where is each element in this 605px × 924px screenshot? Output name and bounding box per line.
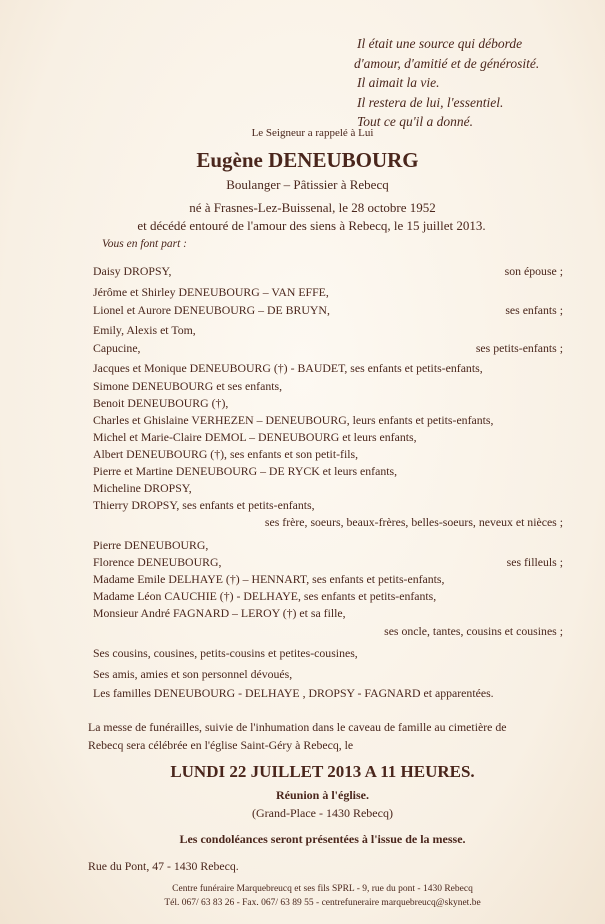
family-line: Jérôme et Shirley DENEUBOURG – VAN EFFE, xyxy=(93,285,329,299)
poem xyxy=(354,34,540,132)
profession: Boulanger – Pâtissier à Rebecq xyxy=(226,177,389,192)
poem-line: Il aimait la vie. xyxy=(357,75,440,90)
family-line: Madame Emile DELHAYE (†) – HENNART, ses enfants et petits-enfants, xyxy=(93,572,445,586)
family-line: Emily, Alexis et Tom, xyxy=(93,323,196,337)
family-line: Micheline DROPSY, xyxy=(93,481,192,495)
family-line: Les familles DENEUBOURG - DELHAYE , DROPSY - FAGNARD et apparentées. xyxy=(93,686,494,700)
funeral-text-line: Rebecq sera célébrée en l'église Saint-Géry à Rebecq, le xyxy=(88,738,354,752)
family-line: Jacques et Monique DENEUBOURG (†) - BAUDET, ses enfants et petits-enfants, xyxy=(93,361,483,375)
family-line: Michel et Marie-Claire DEMOL – DENEUBOURG et leurs enfants, xyxy=(93,430,417,444)
poem-line: Tout ce qu'il a donné. xyxy=(357,114,474,129)
family-line: Simone DENEUBOURG et ses enfants, xyxy=(93,379,283,393)
family-line: Madame Léon CAUCHIE (†) - DELHAYE, ses enfants et petits-enfants, xyxy=(93,589,437,603)
family-line: Florence DENEUBOURG, xyxy=(93,555,222,569)
family-line: Charles et Ghislaine VERHEZEN – DENEUBOURG, leurs enfants et petits-enfants, xyxy=(93,413,494,427)
family-line: Capucine, xyxy=(93,341,141,355)
death-line: et décédé entouré de l'amour des siens à Rebecq, le 15 juillet 2013. xyxy=(137,218,486,233)
poem-line: d'amour, d'amitié et de générosité. xyxy=(354,55,540,71)
vous-en-font-part: Vous en font part : xyxy=(102,238,187,250)
relation-label: ses frère, soeurs, beaux-frères, belles-soeurs, neveux et nièces ; xyxy=(264,515,563,529)
family-line: Daisy DROPSY, xyxy=(93,264,172,278)
meeting-place: Réunion à l'église. xyxy=(275,788,369,802)
family-line: Pierre DENEUBOURG, xyxy=(93,538,209,552)
funeral-text-line: La messe de funérailles, suivie de l'inhumation dans le caveau de famille au cimetière de xyxy=(88,720,507,734)
family-address: Rue du Pont, 47 - 1430 Rebecq. xyxy=(88,859,239,873)
poem-line: Il restera de lui, l'essentiel. xyxy=(357,94,504,110)
church-address: (Grand-Place - 1430 Rebecq) xyxy=(252,806,393,820)
condolences-note: Les condoléances seront présentées à l'issue de la messe. xyxy=(179,832,466,846)
family-line: Ses cousins, cousines, petits-cousins et petites-cousines, xyxy=(93,646,358,660)
relation-label: ses oncle, tantes, cousins et cousines ; xyxy=(384,624,563,638)
funeral-home-info: Centre funéraire Marquebreucq et ses fils SPRL - 9, rue du pont - 1430 Rebecq xyxy=(172,884,473,894)
funeral-date: LUNDI 22 JUILLET 2013 A 11 HEURES. xyxy=(170,762,475,781)
relation-label: son épouse ; xyxy=(504,264,563,278)
deceased-name: Eugène DENEUBOURG xyxy=(196,148,419,172)
funeral-home-contact: Tél. 067/ 63 83 26 - Fax. 067/ 63 89 55 - centrefuneraire marquebreucq@skynet.be xyxy=(164,898,481,908)
relation-label: ses enfants ; xyxy=(505,303,563,317)
family-line: Pierre et Martine DENEUBOURG – DE RYCK et leurs enfants, xyxy=(93,464,398,478)
poem-line: Il était une source qui déborde xyxy=(357,36,523,51)
family-line: Albert DENEUBOURG (†), ses enfants et son petit-fils, xyxy=(93,447,359,461)
family-line: Ses amis, amies et son personnel dévoués, xyxy=(93,667,293,681)
relation-label: ses petits-enfants ; xyxy=(475,341,563,355)
birth-line: né à Frasnes-Lez-Buissenal, le 28 octobre 1952 xyxy=(189,200,436,215)
family-line: Thierry DROPSY, ses enfants et petits-enfants, xyxy=(93,498,315,512)
family-line: Lionel et Aurore DENEUBOURG – DE BRUYN, xyxy=(93,303,330,317)
relation-label: ses filleuls ; xyxy=(506,555,563,569)
family-line: Monsieur André FAGNARD – LEROY (†) et sa fille, xyxy=(93,606,346,620)
family-line: Benoit DENEUBOURG (†), xyxy=(93,396,229,410)
called-by-lord: Le Seigneur a rappelé à Lui xyxy=(251,127,374,139)
